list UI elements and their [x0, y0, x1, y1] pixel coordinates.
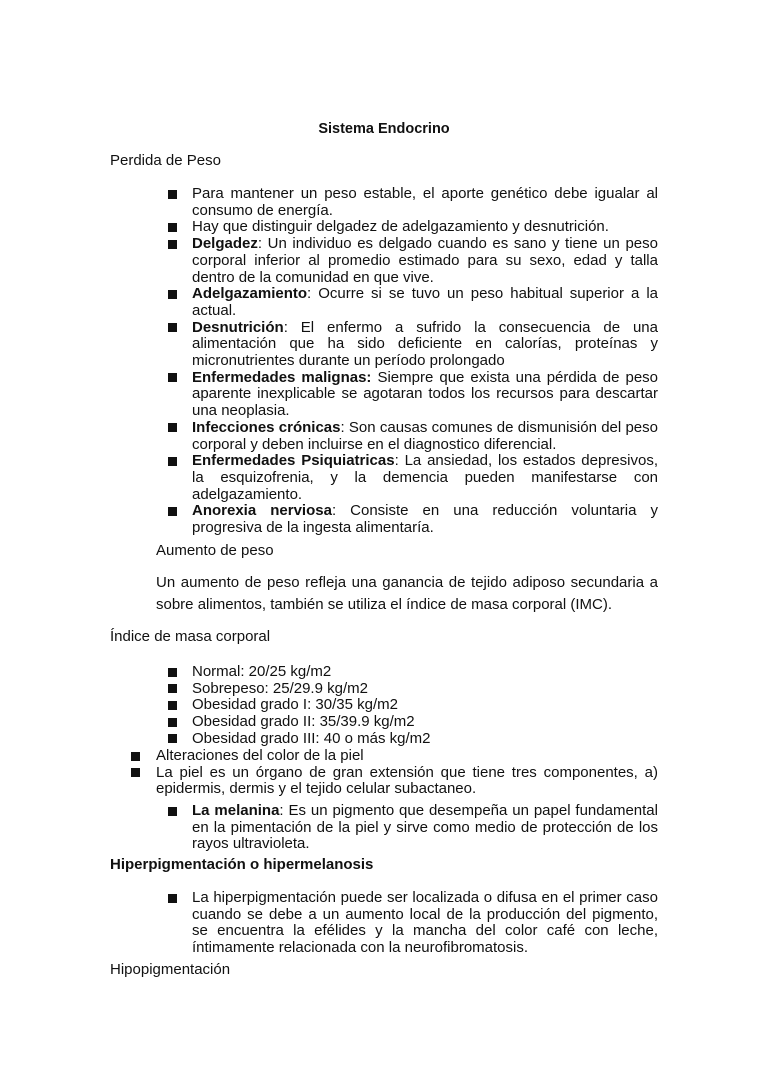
square-bullet-icon [168, 373, 177, 382]
list-item: Adelgazamiento: Ocurre si se tuvo un peso habitual superior a la actual. [192, 286, 658, 319]
list-item: Obesidad grado III: 40 o más kg/m2 [192, 731, 658, 748]
square-bullet-icon [168, 807, 177, 816]
list-item: Anorexia nerviosa: Consiste en una reducción voluntaria y progresiva de la ingesta alimentaría. [192, 503, 658, 536]
list-item: Enfermedades Psiquiatricas: La ansiedad, los estados depresivos, la esquizofrenia, y la demencia pueden manifestarse con adelgazamiento. [192, 453, 658, 503]
square-bullet-icon [168, 223, 177, 232]
paragraph-aumento: Un aumento de peso refleja una ganancia de tejido adiposo secundaria a sobre alimentos, también se utiliza el índice de masa corporal (IMC). [156, 574, 658, 613]
square-bullet-icon [168, 894, 177, 903]
document-title: Sistema Endocrino [318, 121, 450, 137]
square-bullet-icon [168, 240, 177, 249]
square-bullet-icon [168, 290, 177, 299]
skin-list [156, 748, 658, 798]
list-item: Sobrepeso: 25/29.9 kg/m2 [192, 681, 658, 698]
square-bullet-icon [168, 668, 177, 677]
square-bullet-icon [168, 507, 177, 516]
list-item: Normal: 20/25 kg/m2 [192, 664, 658, 681]
list-item: Obesidad grado I: 30/35 kg/m2 [192, 697, 658, 714]
list-item: La hiperpigmentación puede ser localizada o difusa en el primer caso cuando se debe a un aumento local de la producción del pigmento, se encuentra la efélides y la mancha del color café con leche, íntimamente relacionada con la neurofibromatosis. [192, 890, 658, 957]
square-bullet-icon [168, 323, 177, 332]
melanin-list [192, 803, 658, 853]
imc-list [192, 664, 658, 748]
list-item: La melanina: Es un pigmento que desempeña un papel fundamental en la pimentación de la piel y sirve como medio de protección de los rayos ultravioleta. [192, 803, 658, 853]
square-bullet-icon [168, 684, 177, 693]
list-item: Delgadez: Un individuo es delgado cuando es sano y tiene un peso corporal inferior al promedio estimado para su sexo, edad y talla dentro de la comunidad en que vive. [192, 236, 658, 286]
square-bullet-icon [168, 718, 177, 727]
list-item: La piel es un órgano de gran extensión que tiene tres componentes, a) epidermis, dermis y el tejido celular subactaneo. [156, 765, 658, 798]
square-bullet-icon [168, 457, 177, 466]
list-item: Infecciones crónicas: Son causas comunes de dismunisión del peso corporal y deben incluirse en el diagnostico diferencial. [192, 420, 658, 453]
list-item: Enfermedades malignas: Siempre que exista una pérdida de peso aparente inexplicable se agotaran todos los recursos para descartar una neoplasia. [192, 370, 658, 420]
heading-aumento-de-peso: Aumento de peso [156, 542, 274, 559]
square-bullet-icon [168, 701, 177, 710]
list-item: Hay que distinguir delgadez de adelgazamiento y desnutrición. [192, 219, 658, 236]
square-bullet-icon [168, 734, 177, 743]
hyperpigmentation-list [192, 890, 658, 957]
heading-perdida-de-peso: Perdida de Peso [110, 152, 221, 169]
list-item: Alteraciones del color de la piel [156, 748, 658, 765]
heading-hipopigmentacion: Hipopigmentación [110, 961, 231, 978]
square-bullet-icon [131, 768, 140, 777]
square-bullet-icon [168, 190, 177, 199]
square-bullet-icon [168, 423, 177, 432]
heading-indice-masa-corporal: Índice de masa corporal [110, 628, 271, 645]
heading-hiperpigmentacion: Hiperpigmentación o hipermelanosis [110, 856, 374, 873]
list-item: Para mantener un peso estable, el aporte genético debe igualar al consumo de energía. [192, 186, 658, 219]
list-item: Desnutrición: El enfermo a sufrido la consecuencia de una alimentación que ha sido deficiente en calorías, proteínas y micronutrientes durante un período prolongado [192, 320, 658, 370]
square-bullet-icon [131, 752, 140, 761]
weight-loss-list [192, 186, 658, 537]
list-item: Obesidad grado II: 35/39.9 kg/m2 [192, 714, 658, 731]
